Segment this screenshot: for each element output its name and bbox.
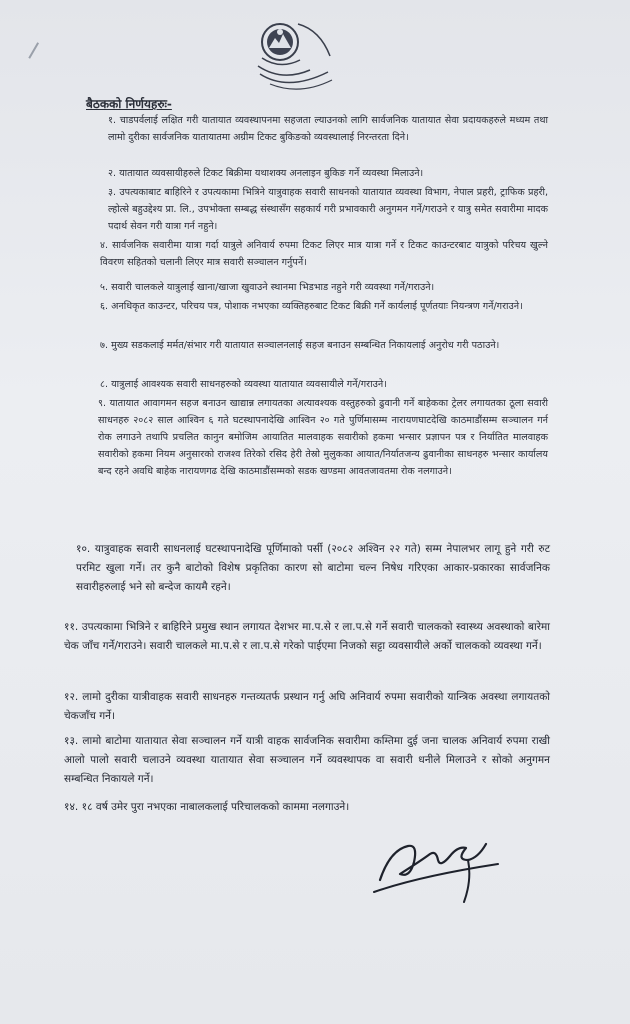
decision-item-8: ८. यात्रुलाई आवश्यक सवारी साधनहरुको व्यवस्था यातायात व्यवसायीले गर्ने/गराउने। xyxy=(100,379,387,390)
decision-item-7: ७. मुख्य सडकलाई मर्मत/संभार गरी यातायात सञ्चालनलाई सहज बनाउन सम्बन्धित निकायलाई अनुरोध गरी पठाउने। xyxy=(100,340,500,351)
decision-item-14: १४. १८ वर्ष उमेर पुरा नभएका नाबालकलाई परिचालकको काममा नलगाउने। xyxy=(64,801,350,813)
pen-mark xyxy=(28,42,47,64)
decisions-heading: बैठकको निर्णयहरुः- xyxy=(86,97,172,111)
decision-item-2: २. यातायात व्यवसायीहरुले टिकट बिक्रीमा यथाशक्य अनलाइन बुकिङ गर्ने व्यवस्था मिलाउने। xyxy=(108,168,424,179)
decision-item-9: ९. यातायात आवागमन सहज बनाउन खाद्यान्न लगायतका अत्यावश्यक वस्तुहरुको ढुवानी गर्ने बाहेकका ट्रेलर लगायतका ठूला सवारी साधनहरु २०८२ साल आश्विन ६ गते घटस्थापनादेखि आश्विन २० गते पुर्णिमासम्म नारायणघाटदेखि काठमाडौंसम्म सञ्चालन गर्न रोक लगाउने तथापि प्रचलित कानुन बमोजिम आयातित मालवाहक सवारीको हकमा भन्सार प्रज्ञापन पत्र र निर्यातित मालवाहक सवारीको हकमा नियम अनुसारको राजश्व तिरेको रसिद हेरी तेस्रो मुलुकका आयात/निर्यातजन्य ढुवानीका साधनहरु भन्सार कार्यालय बन्द रहने अवधि बाहेक नारायणगढ देखि काठमाडौंसम्मको सडक खण्डमा आवतजावतमा रोक नलगाउने। xyxy=(98,398,548,477)
decision-item-10: १०. यात्रुवाहक सवारी साधनलाई घटस्थापनादेखि पूर्णिमाको पर्सी (२०८२ अश्विन २२ गते) सम्म नेपालभर लागू हुने गरी रुट परमिट खुला गर्ने। तर कुनै बाटोको विशेष प्रकृतिका कारण सो बाटोमा चल्न निषेध गरिएका आकार-प्रकारका सार्वजनिक सवारीहरुलाई भने सो बन्देज कायमै रहने। xyxy=(76,543,550,593)
decision-item-4: ४. सार्वजनिक सवारीमा यात्रा गर्दा यात्रुले अनिवार्य रुपमा टिकट लिएर मात्र यात्रा गर्ने र टिकट काउन्टरबाट यात्रुको परिचय खुल्ने विवरण सहितको चलानी लिएर मात्र सवारी सञ्चालन गर्नुपर्ने। xyxy=(100,240,548,268)
decision-item-3: ३. उपत्यकाबाट बाहिरिने र उपत्यकामा भित्रिने यात्रुवाहक सवारी साधनको यातायात व्यवस्था विभाग, नेपाल प्रहरी, ट्राफिक प्रहरी, ल्होत्से बहुउद्देश्य प्रा. लि., उपभोक्ता सम्बद्ध संस्थासँग सहकार्य गरी प्रभावकारी अनुगमन गर्ने/गराउने र यात्रु समेत सवारीमा मादक पदार्थ सेवन गरी यात्रा गर्न नहुने। xyxy=(108,187,548,232)
decision-item-6: ६. अनधिकृत काउन्टर, परिचय पत्र, पोशाक नभएका व्यक्तिहरुबाट टिकट बिक्री गर्ने कार्यलाई पूर्णतयाः नियन्त्रण गर्ने/गराउने। xyxy=(100,301,523,312)
decision-item-1: १. चाडपर्वलाई लक्षित गरी यातायात व्यवस्थापनमा सहजता ल्याउनको लागि सार्वजनिक यातायात सेवा प्रदायकहरुले मध्यम तथा लामो दुरीका सार्वजनिक यातायातमा अग्रीम टिकट बुकिङको व्यवस्थालाई निरन्तरता दिने। xyxy=(108,115,548,143)
decision-item-11: ११. उपत्यकामा भित्रिने र बाहिरिने प्रमुख स्थान लगायत देशभर मा.प.से र ला.प.से गर्ने सवारी चालकको स्वास्थ्य अवस्थाको बारेमा चेक जाँच गर्ने/गराउने। सवारी चालकले मा.प.से र ला.प.से गरेको पाईएमा निजको सट्टा व्यवसायीले अर्को चालकको व्यवस्था गर्ने। xyxy=(64,621,550,652)
handwritten-signature xyxy=(360,820,510,910)
decision-item-13: १३. लामो बाटोमा यातायात सेवा सञ्चालन गर्ने यात्री वाहक सार्वजनिक सवारीमा कम्तिमा दुई जना चालक अनिवार्य रुपमा राखी आलो पालो सवारी चलाउने व्यवस्था यातायात सेवा सञ्चालन गर्ने व्यवस्थापक वा सवारी धनीले मिलाउने र सोको अनुगमन सम्बन्धित निकायले गर्ने। xyxy=(64,735,550,785)
government-seal-logo xyxy=(240,10,360,100)
decision-item-5: ५. सवारी चालकले यात्रुलाई खाना/खाजा खुवाउने स्थानमा भिडभाड नहुने गरी व्यवस्था गर्ने/गराउने। xyxy=(100,282,435,293)
decision-item-12: १२. लामो दुरीका यात्रीवाहक सवारी साधनहरु गन्तव्यतर्फ प्रस्थान गर्नु अघि अनिवार्य रुपमा सवारीको यान्त्रिक अवस्था लगायतको चेकजाँच गर्ने। xyxy=(64,691,550,722)
